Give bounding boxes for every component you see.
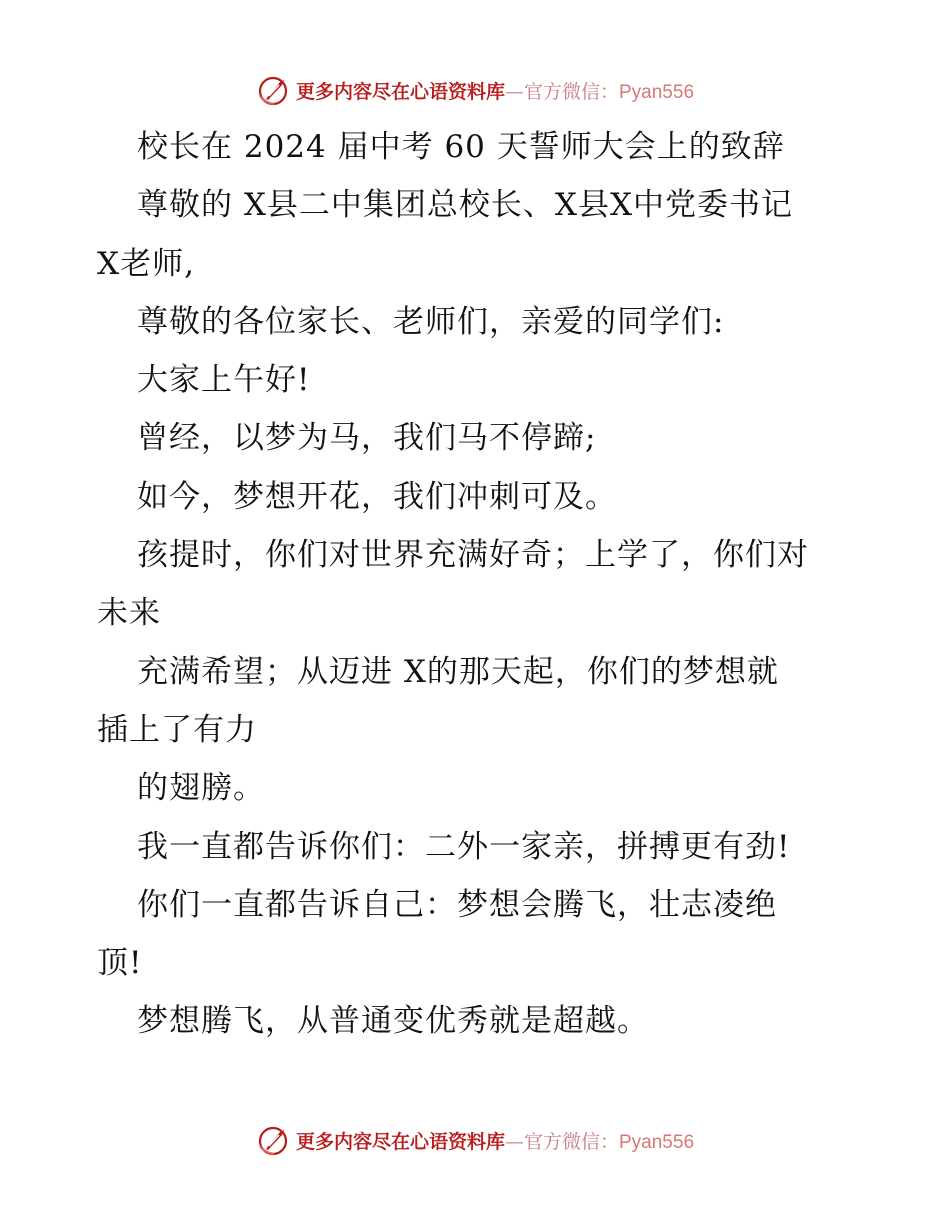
quill-pen-logo-icon	[256, 1122, 292, 1158]
paragraph-continuation: 未来	[97, 595, 161, 632]
header-watermark	[0, 68, 950, 112]
watermark-wechat-label: 官方微信：	[523, 80, 619, 103]
watermark-wechat-id: Pyan556	[619, 81, 695, 103]
greeting-line: 大家上午好!	[137, 362, 311, 399]
document-title: 校长在 2024 届中考 60 天誓师大会上的致辞	[137, 129, 785, 165]
watermark-text	[296, 1127, 694, 1154]
document-body	[97, 118, 897, 1051]
quill-pen-logo-icon	[256, 72, 292, 108]
footer-watermark	[0, 1118, 950, 1162]
paragraph-line: 我一直都告诉你们：二外一家亲，拼搏更有劲!	[137, 828, 791, 865]
paragraph-line: 如今，梦想开花，我们冲刺可及。	[137, 478, 617, 515]
watermark-separator: —	[504, 80, 524, 103]
paragraph-line: 的翅膀。	[137, 770, 265, 807]
salutation-continuation: X老师,	[97, 245, 195, 282]
watermark-wechat-id: Pyan556	[619, 1131, 695, 1153]
salutation-line: 尊敬的各位家长、老师们，亲爱的同学们:	[137, 303, 725, 340]
paragraph-continuation: 插上了有力	[97, 711, 257, 748]
paragraph-continuation: 顶!	[97, 945, 143, 982]
paragraph-line: 充满希望；从迈进 X的那天起，你们的梦想就	[137, 653, 779, 690]
watermark-separator: —	[504, 1130, 524, 1153]
watermark-wechat-label: 官方微信：	[523, 1130, 619, 1153]
paragraph-line: 你们一直都告诉自己：梦想会腾飞，壮志凌绝	[137, 886, 777, 923]
watermark-brand: 更多内容尽在心语资料库	[295, 80, 505, 103]
salutation-line: 尊敬的 X县二中集团总校长、X县X中党委书记	[137, 187, 794, 224]
paragraph-line: 曾经，以梦为马，我们马不停蹄;	[137, 420, 597, 457]
paragraph-line: 孩提时，你们对世界充满好奇；上学了，你们对	[137, 537, 809, 574]
watermark-brand: 更多内容尽在心语资料库	[295, 1130, 505, 1153]
watermark-text	[296, 77, 694, 104]
paragraph-line: 梦想腾飞，从普通变优秀就是超越。	[137, 1003, 649, 1040]
